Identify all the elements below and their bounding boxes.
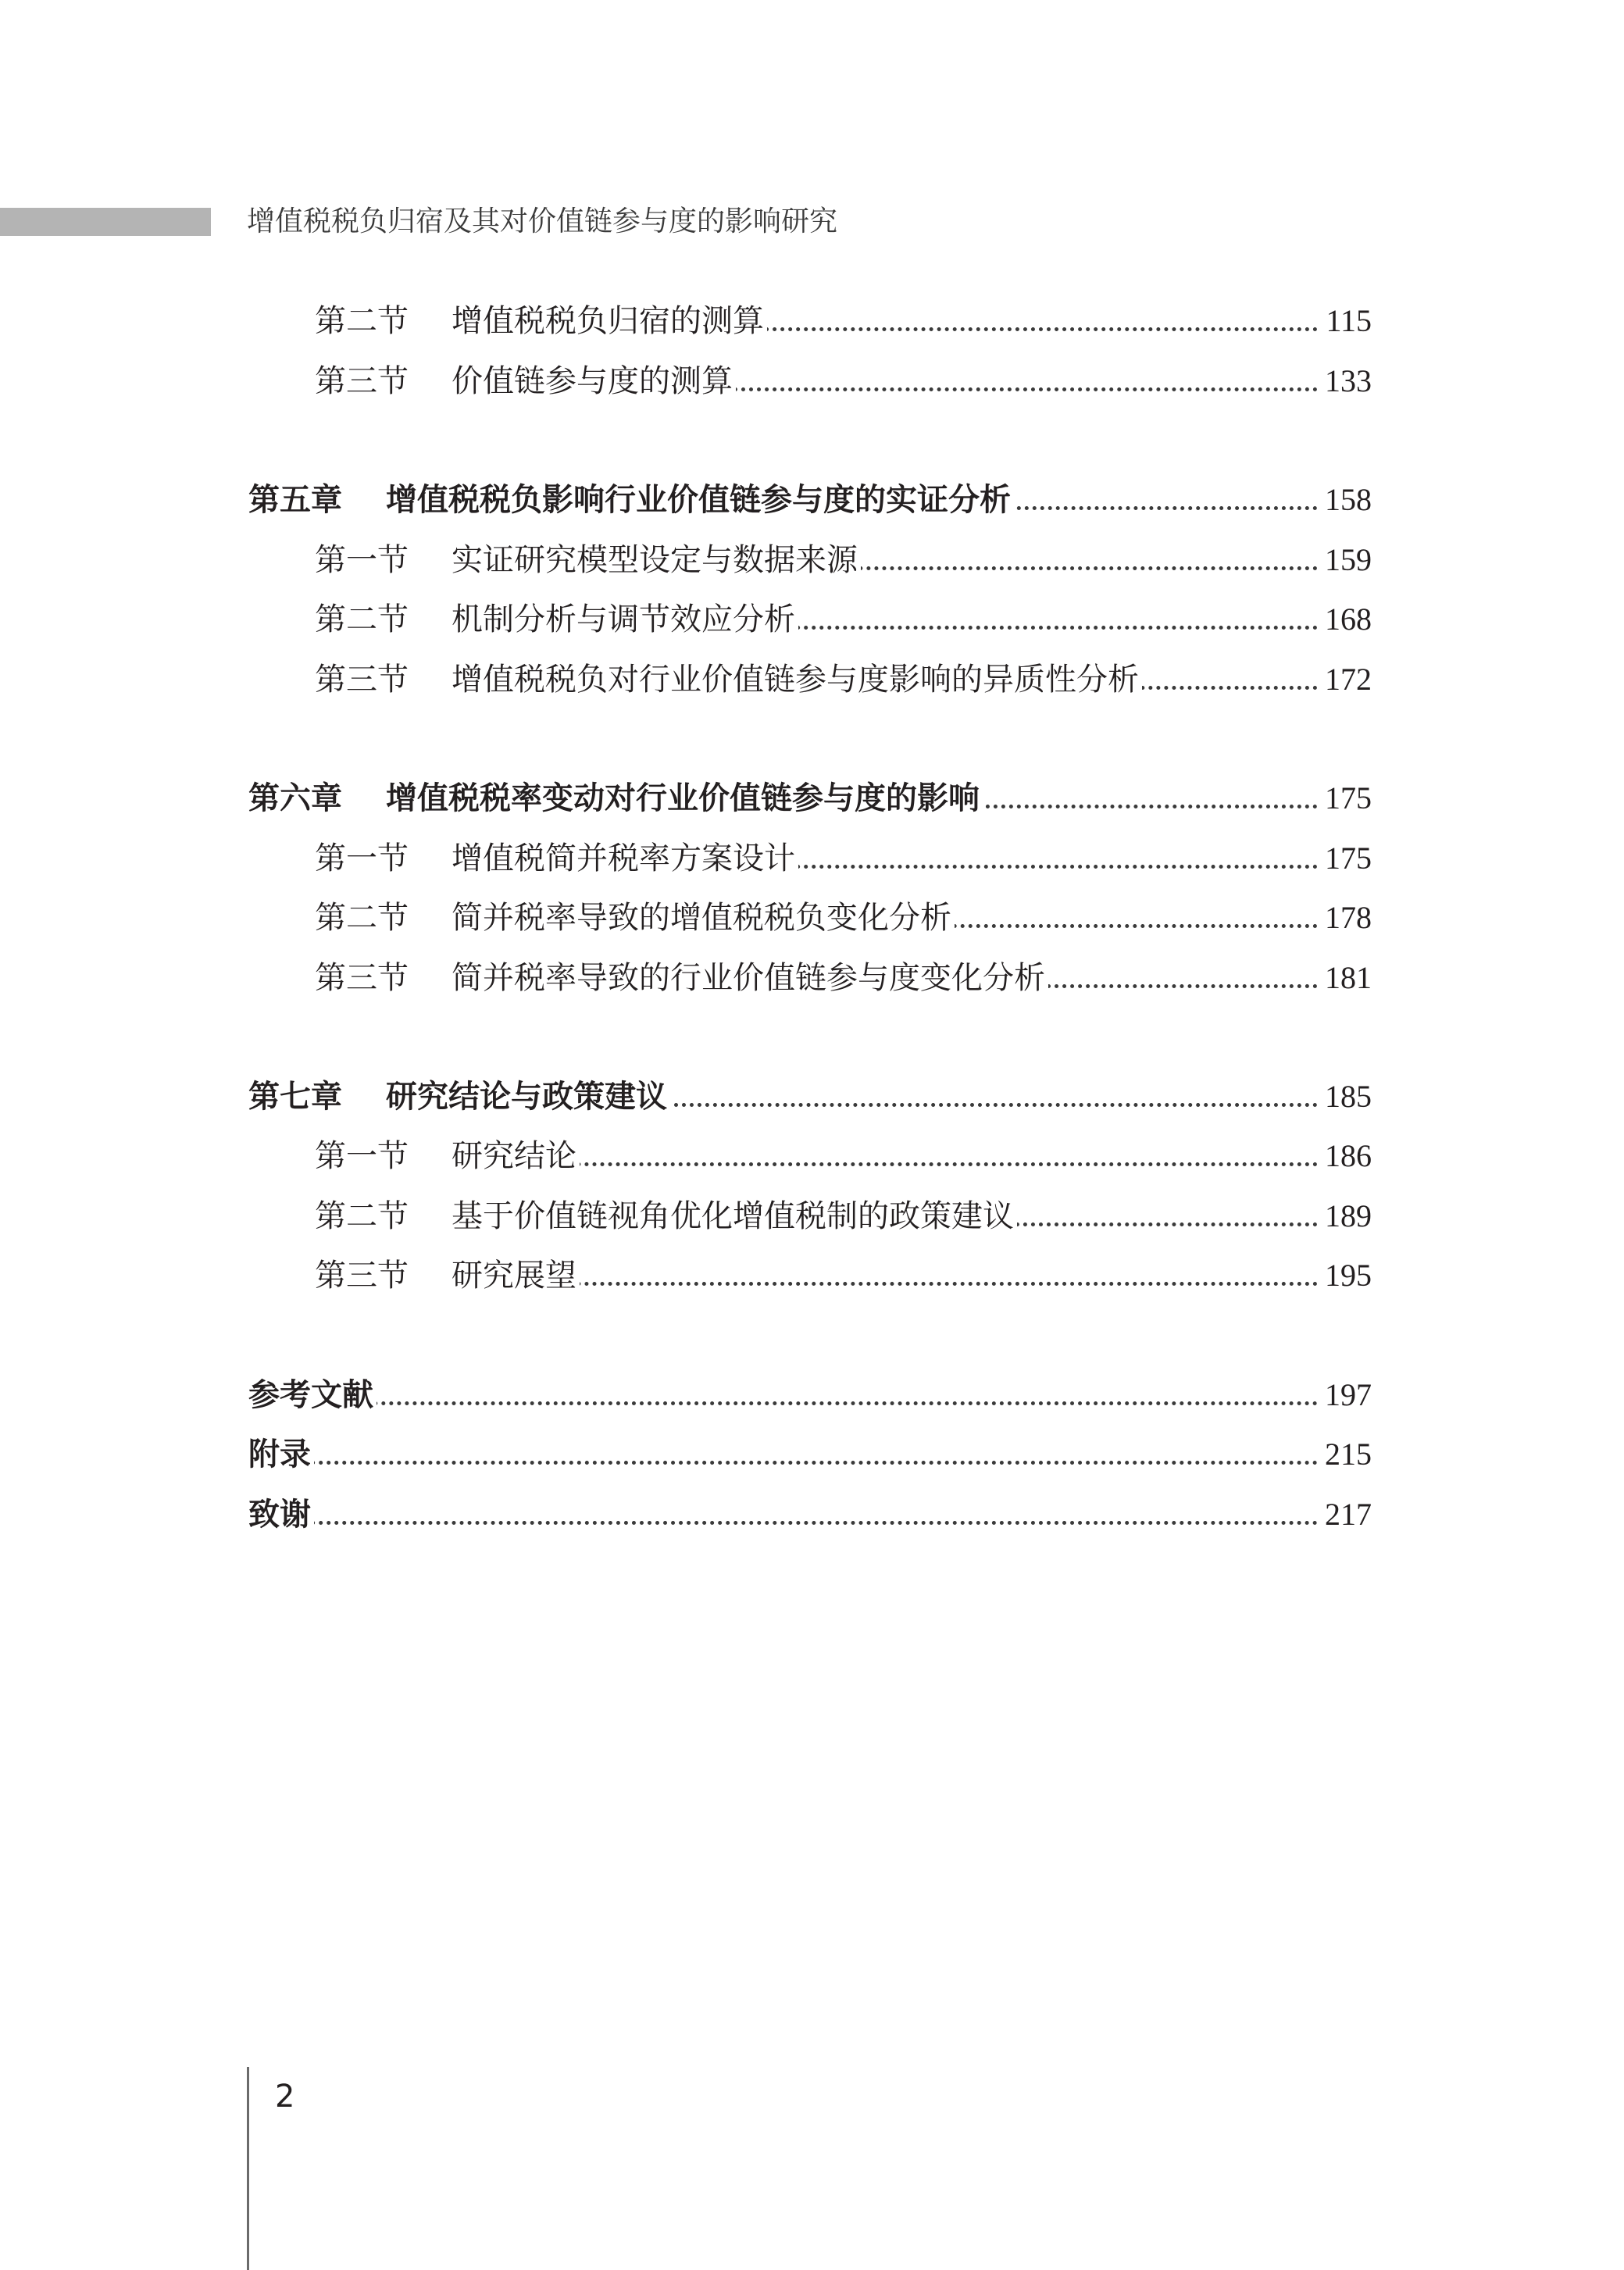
toc-entry-section[interactable] bbox=[0, 358, 1624, 405]
toc-entry-section[interactable] bbox=[0, 596, 1624, 643]
toc-entry-label: 第三节 bbox=[315, 363, 409, 399]
toc-entry-references[interactable] bbox=[0, 1372, 1624, 1419]
toc-entry-label: 第一节 bbox=[315, 542, 409, 578]
toc-entry-title: 简并税率导致的行业价值链参与度变化分析 bbox=[452, 955, 1048, 1001]
toc-entry-chapter[interactable] bbox=[0, 476, 1624, 523]
toc-entry-section[interactable] bbox=[0, 1133, 1624, 1180]
toc-entry-title: 附录 bbox=[248, 1431, 314, 1478]
toc-entry-title: 增值税税负对行业价值链参与度影响的异质性分析 bbox=[452, 656, 1142, 703]
toc-entry-title: 价值链参与度的测算 bbox=[452, 358, 736, 405]
footer-rule bbox=[247, 2067, 249, 2270]
toc-entry-title: 致谢 bbox=[248, 1491, 314, 1538]
toc-dot-leader bbox=[452, 1162, 1318, 1166]
toc-entry-page: 159 bbox=[1320, 537, 1372, 584]
toc-entry-section[interactable] bbox=[0, 537, 1624, 584]
toc-entry-page: 168 bbox=[1320, 596, 1372, 643]
toc-entry-page: 115 bbox=[1321, 298, 1372, 344]
toc-entry-section[interactable] bbox=[0, 1193, 1624, 1240]
toc-entry-section[interactable] bbox=[0, 298, 1624, 344]
toc-entry-label: 第三节 bbox=[315, 662, 409, 698]
toc-entry-page: 186 bbox=[1320, 1133, 1372, 1180]
toc-entry-section[interactable] bbox=[0, 656, 1624, 703]
toc-entry-title: 研究结论与政策建议 bbox=[386, 1073, 670, 1120]
running-title: 增值税税负归宿及其对价值链参与度的影响研究 bbox=[247, 205, 838, 237]
toc-entry-page: 172 bbox=[1320, 656, 1372, 703]
toc-entry-label: 第六章 bbox=[248, 780, 342, 816]
toc-entry-label: 第七章 bbox=[248, 1079, 342, 1115]
toc-entry-label: 第二节 bbox=[315, 900, 409, 936]
toc-entry-label: 第一节 bbox=[315, 841, 409, 876]
toc-entry-chapter[interactable] bbox=[0, 775, 1624, 822]
toc-entry-page: 178 bbox=[1320, 894, 1372, 941]
toc-entry-title: 机制分析与调节效应分析 bbox=[452, 596, 798, 643]
toc-entry-label: 第一节 bbox=[315, 1138, 409, 1174]
page-number: 2 bbox=[275, 2079, 295, 2115]
toc-entry-title: 基于价值链视角优化增值税制的政策建议 bbox=[452, 1193, 1017, 1240]
toc-entry-title: 增值税税负影响行业价值链参与度的实证分析 bbox=[386, 476, 1014, 523]
toc-dot-leader bbox=[452, 1282, 1318, 1286]
toc-entry-label: 第二节 bbox=[315, 303, 409, 339]
toc-entry-page: 175 bbox=[1320, 835, 1372, 882]
toc-entry-page: 133 bbox=[1320, 358, 1372, 405]
toc-entry-page: 197 bbox=[1320, 1372, 1372, 1419]
toc-entry-title: 研究结论 bbox=[452, 1133, 580, 1180]
toc-entry-label: 第二节 bbox=[315, 1198, 409, 1234]
toc-entry-appendix[interactable] bbox=[0, 1431, 1624, 1478]
toc-entry-section[interactable] bbox=[0, 835, 1624, 882]
toc-entry-title: 增值税税负归宿的测算 bbox=[452, 298, 767, 344]
toc-entry-section[interactable] bbox=[0, 1252, 1624, 1299]
toc-entry-page: 189 bbox=[1320, 1193, 1372, 1240]
toc-entry-page: 158 bbox=[1320, 476, 1372, 523]
toc-entry-title: 参考文献 bbox=[248, 1372, 377, 1419]
toc-entry-section[interactable] bbox=[0, 894, 1624, 941]
toc-entry-page: 175 bbox=[1320, 775, 1372, 822]
toc-entry-section[interactable] bbox=[0, 955, 1624, 1001]
toc-entry-title: 简并税率导致的增值税税负变化分析 bbox=[452, 894, 955, 941]
toc-entry-label: 第二节 bbox=[315, 601, 409, 637]
toc-entry-title: 增值税税率变动对行业价值链参与度的影响 bbox=[386, 775, 983, 822]
header-bar bbox=[0, 208, 211, 236]
toc-entry-page: 195 bbox=[1320, 1252, 1372, 1299]
toc-entry-page: 181 bbox=[1320, 955, 1372, 1001]
toc-entry-chapter[interactable] bbox=[0, 1073, 1624, 1120]
toc-dot-leader bbox=[248, 1401, 1318, 1405]
toc-entry-title: 研究展望 bbox=[452, 1252, 580, 1299]
toc-entry-page: 185 bbox=[1320, 1073, 1372, 1120]
toc-dot-leader bbox=[248, 1461, 1318, 1465]
toc-entry-page: 215 bbox=[1320, 1431, 1372, 1478]
toc-entry-acknowledgements[interactable] bbox=[0, 1491, 1624, 1538]
toc-entry-page: 217 bbox=[1320, 1491, 1372, 1538]
toc-entry-label: 第三节 bbox=[315, 960, 409, 996]
toc-entry-title: 增值税简并税率方案设计 bbox=[452, 835, 798, 882]
toc-entry-label: 第五章 bbox=[248, 482, 342, 518]
toc-dot-leader bbox=[248, 1521, 1318, 1525]
toc-entry-label: 第三节 bbox=[315, 1258, 409, 1294]
toc-entry-title: 实证研究模型设定与数据来源 bbox=[452, 537, 861, 584]
